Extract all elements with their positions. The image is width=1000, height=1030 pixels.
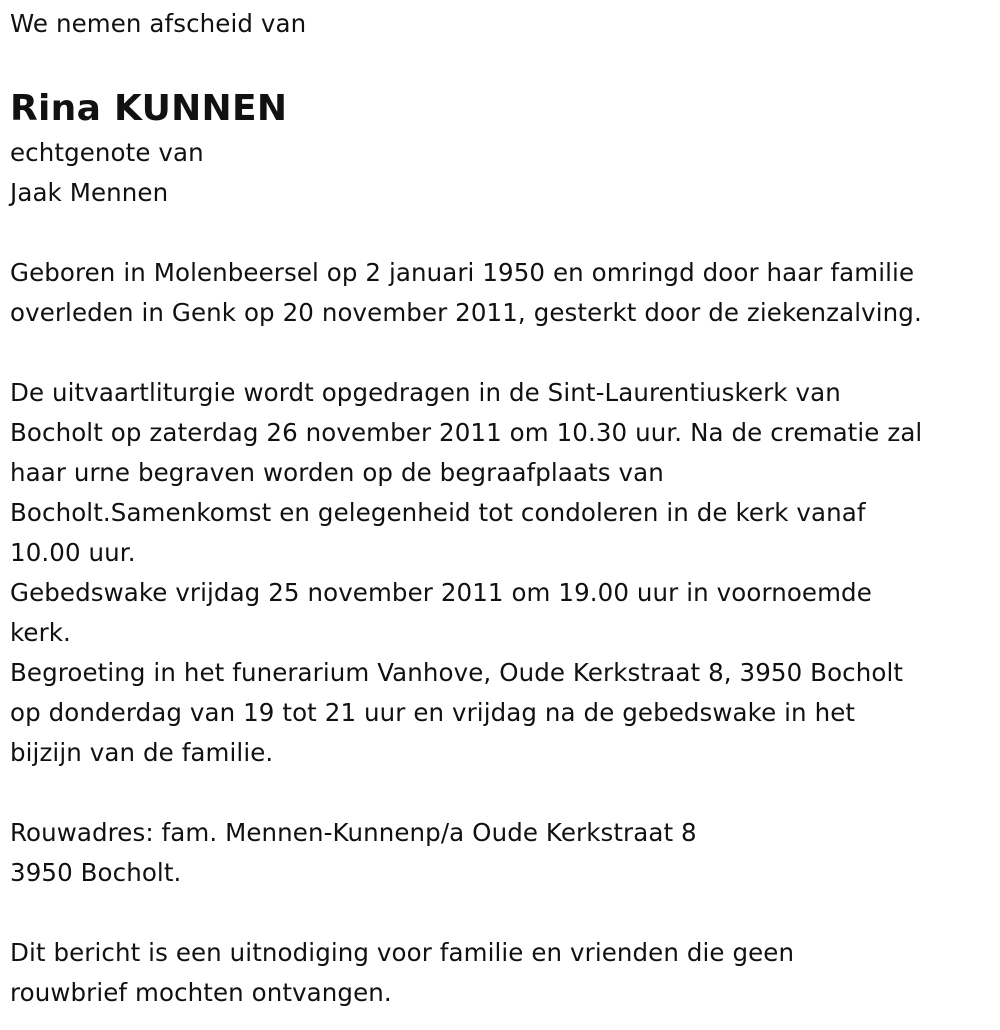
obituary-notice	[10, 0, 995, 1013]
paragraph-line: 3950 Bocholt.	[10, 858, 182, 887]
paragraph-line: Bocholt.Samenkomst en gelegenheid tot condoleren in de kerk vanaf	[10, 498, 866, 527]
paragraph-line: op donderdag van 19 tot 21 uur en vrijdag na de gebedswake in het	[10, 698, 856, 727]
paragraph-line: 10.00 uur.	[10, 538, 136, 567]
birth-death-paragraph	[10, 253, 995, 333]
intro-text: We nemen afscheid van	[10, 9, 307, 38]
paragraph-line: bijzijn van de familie.	[10, 738, 274, 767]
paragraph-line: Dit bericht is een uitnodiging voor familie en vrienden die geen	[10, 938, 795, 967]
paragraph-line: rouwbrief mochten ontvangen.	[10, 978, 392, 1007]
paragraph-line: De uitvaartliturgie wordt opgedragen in de Sint-Laurentiuskerk van	[10, 378, 841, 407]
paragraph-line: kerk.	[10, 618, 71, 647]
spacer	[10, 893, 995, 933]
address-paragraph	[10, 813, 995, 893]
relation-text: echtgenote van	[10, 138, 204, 167]
spacer	[10, 333, 995, 373]
spouse-name: Jaak Mennen	[10, 178, 169, 207]
paragraph-line: haar urne begraven worden op de begraafplaats van	[10, 458, 664, 487]
paragraph-line: Geboren in Molenbeersel op 2 januari 1950 en omringd door haar familie	[10, 258, 915, 287]
spacer	[10, 773, 995, 813]
paragraph-line: Begroeting in het funerarium Vanhove, Oude Kerkstraat 8, 3950 Bocholt	[10, 658, 904, 687]
spacer	[10, 213, 995, 253]
deceased-name: Rina KUNNEN	[10, 88, 288, 129]
paragraph-line: Rouwadres: fam. Mennen-Kunnenp/a Oude Kerkstraat 8	[10, 818, 697, 847]
notice-paragraph	[10, 933, 995, 1013]
paragraph-line: Gebedswake vrijdag 25 november 2011 om 19.00 uur in voornoemde	[10, 578, 872, 607]
paragraph-line: overleden in Genk op 20 november 2011, gesterkt door de ziekenzalving.	[10, 298, 922, 327]
paragraph-line: Bocholt op zaterdag 26 november 2011 om 10.30 uur. Na de crematie zal	[10, 418, 923, 447]
funeral-paragraph	[10, 373, 995, 773]
